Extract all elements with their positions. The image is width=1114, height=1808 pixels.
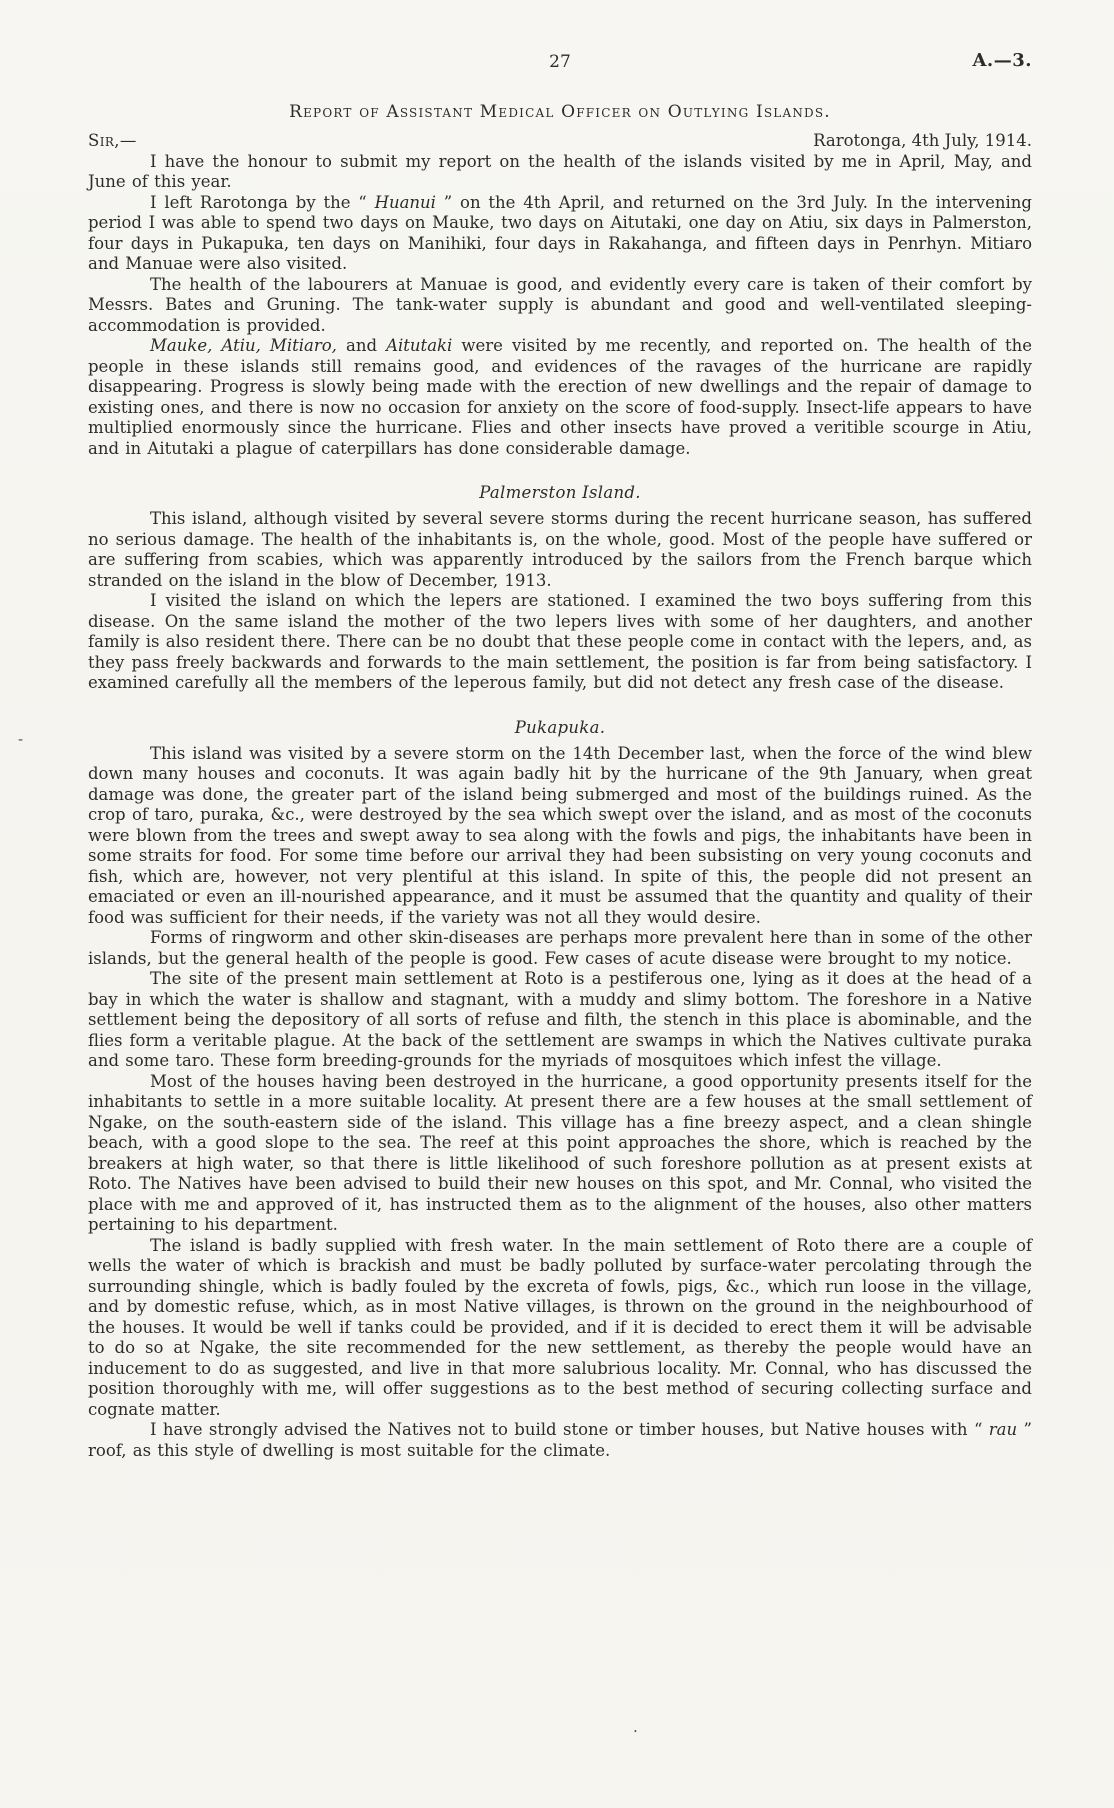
intro-paragraph: [88, 275, 1032, 337]
text-segment: The health of the labourers at Manuae is good, and evidently every care is taken of their comfort by Messrs. Bates and Gruning. The tank-water supply is abundant and good and well-ventilated sleeping-accommodation is provided.: [88, 274, 1032, 335]
text-segment: I have the honour to submit my report on the health of the islands visited by me in April, May, and June of this year.: [88, 151, 1032, 191]
text-segment: ” on the 4th April, and returned on the 3rd July. In the intervening period I was able to spend two days on Mauke, two days on Aitutaki, one day on Atiu, six days in Palmerston, four days in Pukapuka, ten days on Manihiki, four days in Rakahanga, and fifteen days in Penrhyn. Mitiaro and Manuae were also visited.: [88, 192, 1032, 273]
text-segment: I visited the island on which the lepers are stationed. I examined the two boys suffering from this disease. On the same island the mother of the two lepers lives with some of her daughters, and another family is also resident there. There can be no doubt that these people come in contact with the lepers, and, as they pass freely backwards and forwards to the main settlement, the position is far from being satisfactory. I examined carefully all the members of the leperous family, but did not detect any fresh case of the disease.: [88, 591, 1032, 692]
text-segment: ” roof, as this style of dwelling is most suitable for the climate.: [88, 1420, 1032, 1460]
section-paragraph: [88, 509, 1032, 591]
section-paragraph: [88, 1236, 1032, 1421]
salutation: Sir,—: [88, 131, 137, 150]
text-segment: were visited by me recently, and reported on. The health of the people in these islands still remains good, and evidences of the ravages of the hurricane are rapidly disappearing. Progress is slowly being made with the erection of new dwellings and the repair of damage to existing ones, and there is now no occasion for anxiety on the score of food-supply. Insect-life appears to have multiplied enormously since the hurricane. Flies and other insects have proved a veritible scourge in Atiu, and in Aitutaki a plague of caterpillars has done considerable damage.: [88, 336, 1032, 458]
section-paragraph: [88, 969, 1032, 1072]
text-segment: This island was visited by a severe storm on the 14th December last, when the force of the wind blew down many houses and coconuts. It was again badly hit by the hurricane of the 9th January, when great damage was done, the greater part of the island being submerged and most of the buildings ruined. As the crop of taro, puraka, &c., were destroyed by the sea which swept over the island, and as most of the coconuts were blown from the trees and swept away to sea along with the fowls and pigs, the inhabitants have been in some straits for food. For some time before our arrival they had been subsisting on very young coconuts and fish, which are, however, not very plentiful at this island. In spite of this, the people did not present an emaciated or even an ill-nourished appearance, and it must be assumed that the quantity and quality of their food was sufficient for their needs, if the variety was not all they would desire.: [88, 743, 1032, 927]
italic-text-segment: Huanui: [374, 192, 436, 212]
page-header: [88, 52, 1032, 76]
intro-paragraph: [88, 193, 1032, 275]
text-segment: I left Rarotonga by the “: [150, 192, 375, 212]
intro-paragraph: [88, 152, 1032, 193]
salutation-row: [88, 131, 1032, 152]
doc-reference: A.—3.: [972, 50, 1032, 71]
text-segment: Forms of ringworm and other skin-diseases are perhaps more prevalent here than in some of the other islands, but the general health of the people is good. Few cases of acute disease were brought to my notice.: [88, 928, 1032, 968]
text-segment: Most of the houses having been destroyed in the hurricane, a good opportunity presents itself for the inhabitants to settle in a more suitable locality. At present there are a few houses at the small settlement of Ngake, on the south-eastern side of the island. This village has a fine breezy aspect, and a clean shingle beach, with a good slope to the sea. The reef at this point approaches the shore, which is reached by the breakers at high water, so that there is little likelihood of such foreshore pollution as at present exists at Roto. The Natives have been advised to build their new houses on this spot, and Mr. Connal, who visited the place with me and approved of it, has instructed them as to the alignment of the houses, also other matters pertaining to his department.: [88, 1071, 1032, 1234]
dateline: Rarotonga, 4th July, 1914.: [813, 131, 1032, 150]
text-segment: This island, although visited by several severe storms during the recent hurricane season, has suffered no serious damage. The health of the inhabitants is, on the whole, good. Most of the people have suffered or are suffering from scabies, which was apparently introduced by the sailors from the French barque which stranded on the island in the blow of December, 1913.: [88, 509, 1032, 590]
intro-paragraph: [88, 336, 1032, 459]
text-segment: The island is badly supplied with fresh water. In the main settlement of Roto there are a couple of wells the water of which is brackish and must be badly polluted by surface-water percolating through the surrounding shingle, which is badly fouled by the excreta of fowls, pigs, &c., which run loose in the village, and by domestic refuse, which, as in most Native villages, is thrown on the ground in the neighbourhood of the houses. It would be well if tanks could be provided, and if it is decided to erect them it will be advisable to do so at Ngake, the site recommended for the new settlement, as thereby the people would have an inducement to do as suggested, and live in that more salubrious locality. Mr. Connal, who has discussed the position thoroughly with me, will offer suggestions as to the best method of securing collecting surface and cognate matter.: [88, 1235, 1032, 1419]
section-paragraph: [88, 1072, 1032, 1236]
section-paragraph: [88, 591, 1032, 694]
section-paragraph: [88, 744, 1032, 929]
section-heading-palmerston-island: Palmerston Island.: [479, 483, 641, 502]
text-segment: I have strongly advised the Natives not to build stone or timber houses, but Native houses with “: [150, 1420, 989, 1439]
section-paragraph: [88, 928, 1032, 969]
page-content: [88, 52, 1032, 1461]
scan-artifact-dot: .: [633, 1718, 638, 1736]
report-title: Report of Assistant Medical Officer on Outlying Islands.: [289, 102, 831, 122]
section-paragraph: [88, 1420, 1032, 1461]
section-heading-pukapuka: Pukapuka.: [514, 717, 606, 737]
italic-text-segment: rau: [988, 1420, 1018, 1439]
text-segment: and: [336, 336, 387, 355]
scan-artifact-dash: -: [18, 730, 24, 748]
page-number: 27: [549, 52, 571, 72]
text-segment: The site of the present main settlement at Roto is a pestiferous one, lying as it does at the head of a bay in which the water is shallow and stagnant, with a muddy and slimy bottom. The foreshore in a Native settlement being the depository of all sorts of refuse and filth, the stench in this place is abominable, and the flies form a veritable plague. At the back of the settlement are swamps in which the Natives cultivate puraka and some taro. These form breeding-grounds for the myriads of mosquitoes which infest the village.: [88, 969, 1032, 1070]
italic-text-segment: Mauke, Atiu, Mitiaro,: [150, 336, 337, 355]
italic-text-segment: Aitutaki: [386, 336, 453, 355]
